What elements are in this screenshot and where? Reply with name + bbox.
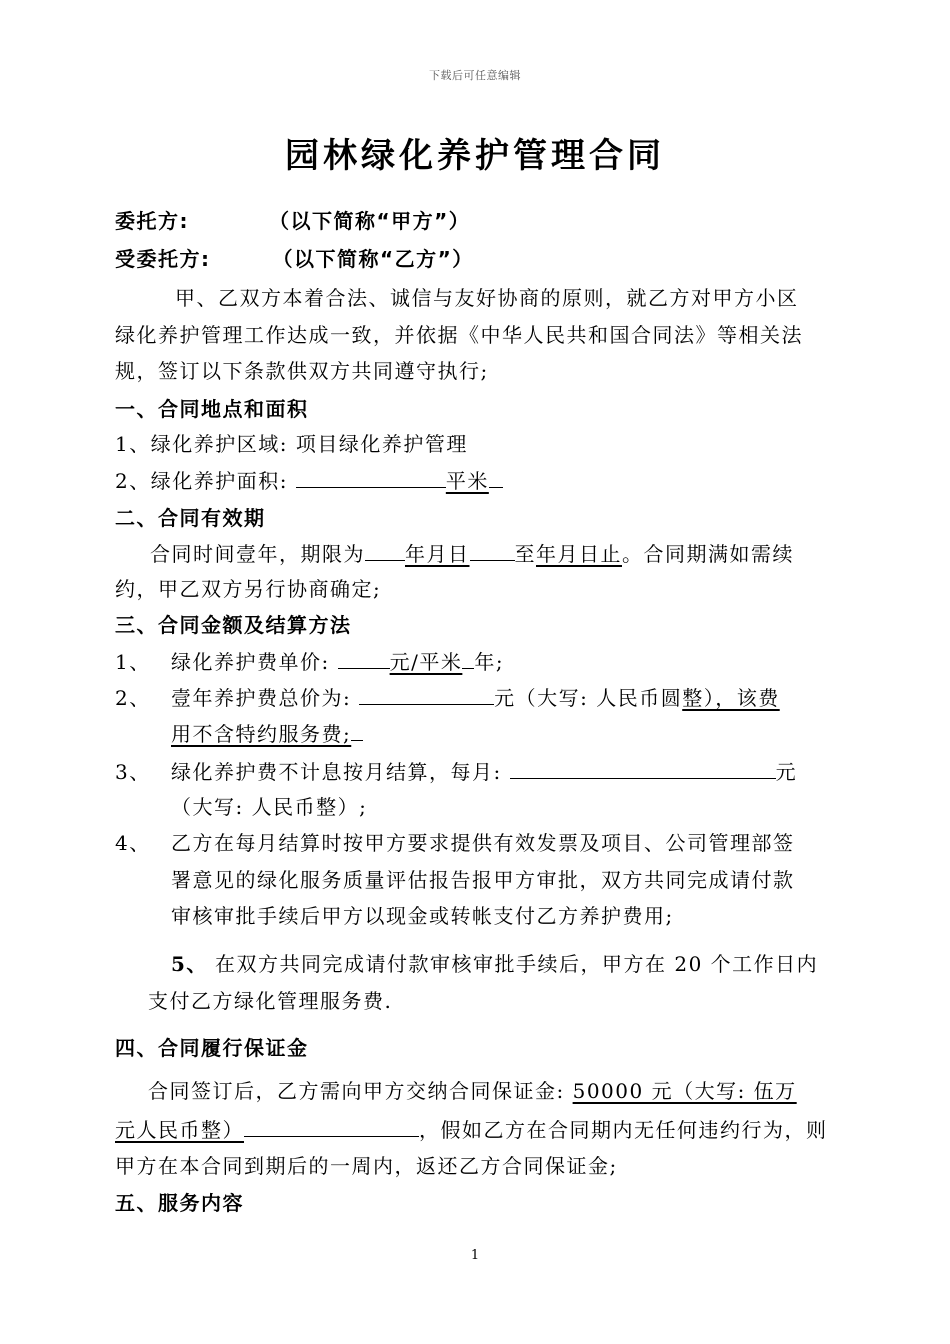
s3-item-5-text-1: 在双方共同完成请付款审核审批手续后，甲方在 20 个工作日内 (215, 952, 819, 976)
start-date: 年月日 (405, 542, 470, 566)
unit-price-blank (338, 648, 390, 669)
deposit-amount-cont: 元人民币整） (115, 1118, 244, 1142)
s3-item-4-text-1: 乙方在每月结算时按甲方要求提供有效发票及项目、公司管理部签 (171, 831, 795, 855)
deposit-blank (244, 1116, 419, 1137)
section-4-heading: 四、合同履行保证金 (115, 1036, 309, 1060)
header-note: 下载后可任意编辑 (429, 69, 521, 82)
total-price-label: 壹年养护费总价为: (171, 686, 352, 710)
s3-item-2-cont (171, 720, 891, 747)
s3-item-4-line-2: 署意见的绿化服务质量评估报告报甲方审批，双方共同完成请付款 (171, 868, 795, 892)
s3-item-5-line-1 (171, 951, 891, 977)
date-blank-2 (470, 540, 515, 561)
party-b-line (115, 246, 835, 272)
s1-item-1: 1、绿化养护区域: 项目绿化养护管理 (115, 432, 468, 456)
s3-item-5-line-2: 支付乙方绿化管理服务费. (148, 989, 393, 1013)
s2-text-c: 至 (514, 542, 536, 566)
section-3-heading: 三、合同金额及结算方法 (115, 613, 352, 637)
s3-item-1-num: 1、 (115, 650, 151, 674)
s2-line-2: 约，甲乙双方另行协商确定; (115, 577, 382, 601)
s3-item-2 (115, 684, 835, 711)
s3-item-2-num: 2、 (115, 686, 151, 710)
party-a-line (115, 208, 835, 234)
area-blank-tail (489, 467, 503, 488)
total-price-tail: 整），该费 (682, 686, 780, 710)
s2-text-e: 。合同期满如需续 (622, 542, 794, 566)
section-2-heading: 二、合同有效期 (115, 506, 266, 530)
area-unit: 平米 (445, 469, 489, 493)
unit-price-unit: 元/平米 (389, 650, 463, 674)
page-number: 1 (470, 1248, 480, 1263)
document-title: 园林绿化养护管理合同 (285, 136, 665, 176)
total-price-blank (359, 684, 494, 705)
section-1-heading: 一、合同地点和面积 (115, 397, 309, 421)
s3-item-4-line-3: 审核审批手续后甲方以现金或转帐支付乙方养护费用; (171, 904, 674, 928)
party-a-label: 委托方: (115, 209, 189, 233)
intro-line-2: 绿化养护管理工作达成一致，并依据《中华人民共和国合同法》等相关法 (115, 323, 803, 347)
s1-item-2 (115, 467, 835, 494)
unit-price-label: 绿化养护费单价: (171, 650, 330, 674)
s4-line-2 (115, 1116, 835, 1143)
s4-line-1 (148, 1078, 868, 1104)
monthly-blank (510, 758, 776, 779)
s3-item-5-num: 5、 (171, 952, 208, 976)
total-price-note: 用不含特约服务费; (171, 722, 352, 746)
s3-item-3 (115, 758, 835, 785)
party-b-label: 受委托方: (115, 247, 211, 271)
date-blank-1 (365, 540, 405, 561)
area-blank (296, 467, 446, 488)
s3-item-3-cont: （大写: 人民币整）; (171, 795, 368, 819)
section-5-heading: 五、服务内容 (115, 1191, 244, 1215)
s3-item-4-num: 4、 (115, 831, 151, 855)
s1-item-2-label: 2、绿化养护面积: (115, 469, 288, 493)
monthly-label: 绿化养护费不计息按月结算，每月: (171, 760, 502, 784)
s3-item-1 (115, 648, 835, 675)
deposit-label: 合同签订后，乙方需向甲方交纳合同保证金: (148, 1079, 565, 1103)
end-date: 年月日止 (536, 542, 622, 566)
unit-price-blank-tail (462, 648, 474, 669)
s3-item-4-line-1 (115, 830, 835, 856)
s2-line-1 (150, 540, 870, 567)
deposit-amount: 50000 元（大写: 伍万 (572, 1079, 797, 1103)
s3-item-3-num: 3、 (115, 760, 151, 784)
deposit-condition: ，假如乙方在合同期内无任何违约行为，则 (419, 1118, 828, 1142)
monthly-unit: 元 (775, 760, 798, 784)
total-price-note-tail (351, 720, 363, 741)
unit-price-year: 年; (474, 650, 505, 674)
s2-text-a: 合同时间壹年，期限为 (150, 542, 365, 566)
party-b-note: （以下简称“乙方”） (272, 247, 474, 271)
party-a-note: （以下简称“甲方”） (269, 209, 471, 233)
intro-line-3: 规，签订以下条款供双方共同遵守执行; (115, 359, 489, 383)
total-price-text: 元（大写: 人民币圆 (494, 686, 683, 710)
s4-line-3: 甲方在本合同到期后的一周内，返还乙方合同保证金; (115, 1154, 618, 1178)
intro-line-1: 甲、乙双方本着合法、诚信与友好协商的原则，就乙方对甲方小区 (175, 286, 799, 310)
